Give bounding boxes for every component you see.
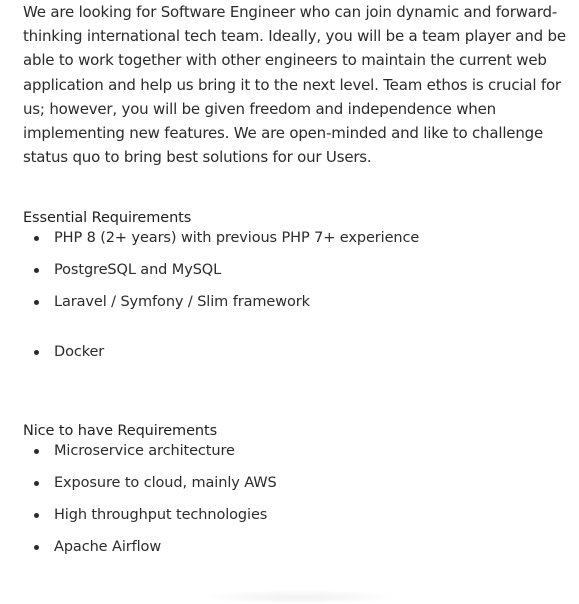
bullet-icon (34, 449, 39, 454)
list-item (23, 537, 575, 557)
bullet-icon (34, 236, 39, 241)
list-item (23, 228, 575, 248)
list-item-text: PHP 8 (2+ years) with previous PHP 7+ experience (54, 230, 420, 247)
bottom-shadow (200, 590, 400, 604)
list-item (23, 260, 575, 280)
list-item (23, 292, 575, 312)
nice-to-have-requirements-list (23, 441, 575, 557)
bullet-icon (34, 300, 39, 305)
list-item-text: Docker (54, 344, 105, 361)
essential-requirements-heading: Essential Requirements (23, 210, 192, 227)
list-item-text: Apache Airflow (54, 539, 162, 556)
bullet-icon (34, 268, 39, 273)
list-item-text: Exposure to cloud, mainly AWS (54, 475, 277, 492)
job-description (23, 0, 575, 569)
list-item (23, 505, 575, 525)
intro-paragraph: We are looking for Software Engineer who can join dynamic and forward-thinking international tech team. Ideally, you will be a team player and be able to work together with other engineers to maintain the current web application and help us bring it to the next level. Team ethos is crucial for us; however, you will be given freedom and independence when implementing new features. We are open-minded and like to challenge status quo to bring best solutions for our Users. (23, 3, 566, 167)
list-item-text: Microservice architecture (54, 443, 235, 460)
list-item-text: PostgreSQL and MySQL (54, 262, 222, 279)
list-item-text: High throughput technologies (54, 507, 268, 524)
nice-to-have-requirements-heading: Nice to have Requirements (23, 423, 218, 440)
bullet-icon (34, 481, 39, 486)
list-item (23, 342, 575, 362)
bullet-icon (34, 350, 39, 355)
essential-requirements-list (23, 228, 575, 362)
list-item (23, 473, 575, 493)
list-item-text: Laravel / Symfony / Slim framework (54, 294, 310, 311)
bullet-icon (34, 513, 39, 518)
list-item (23, 441, 575, 461)
bullet-icon (34, 545, 39, 550)
